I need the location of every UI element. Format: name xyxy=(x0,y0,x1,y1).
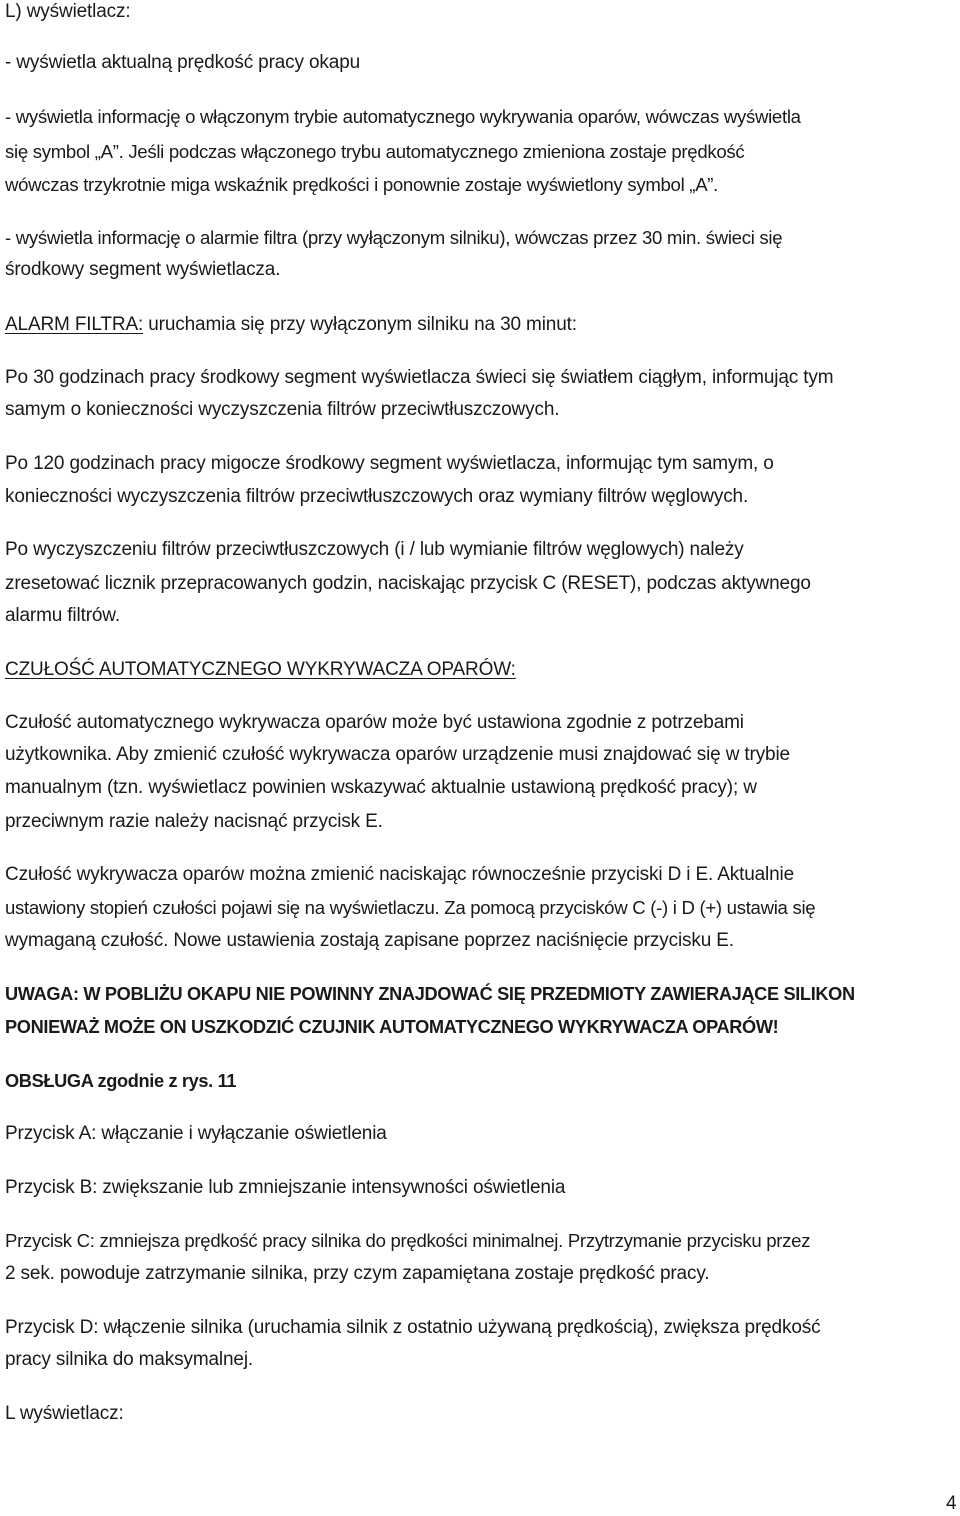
section-heading-display: L wyświetlacz: xyxy=(5,1403,124,1424)
text-line: wówczas trzykrotnie miga wskaźnik prędkości i ponownie zostaje wyświetlony symbol „A”. xyxy=(5,174,719,195)
button-d-description: Przycisk D: włączenie silnika (uruchamia silnik z ostatnio używaną prędkością), zwiększa prędkość xyxy=(5,1317,821,1338)
text-line: pracy silnika do maksymalnej. xyxy=(5,1349,254,1370)
text-line: Po wyczyszczeniu filtrów przeciwtłuszczowych (i / lub wymianie filtrów węglowych) należy xyxy=(5,539,744,560)
text-line: Po 120 godzinach pracy migocze środkowy segment wyświetlacza, informując tym samym, o xyxy=(5,453,774,474)
text-line: samym o konieczności wyczyszczenia filtrów przeciwtłuszczowych. xyxy=(5,399,560,420)
text-line: przeciwnym razie należy nacisnąć przycisk E. xyxy=(5,811,383,832)
operation-heading: OBSŁUGA zgodnie z rys. 11 xyxy=(5,1071,237,1091)
text-line: konieczności wyczyszczenia filtrów przeciwtłuszczowych oraz wymiany filtrów węglowych. xyxy=(5,486,749,507)
text-line: manualnym (tzn. wyświetlacz powinien wskazywać aktualnie ustawioną prędkość pracy); w xyxy=(5,777,757,798)
sensitivity-heading: CZUŁOŚĆ AUTOMATYCZNEGO WYKRYWACZA OPARÓW: xyxy=(5,659,516,680)
text-line: - wyświetla informację o alarmie filtra (przy wyłączonym silniku), wówczas przez 30 min. świeci się xyxy=(5,227,783,248)
section-heading-display: L) wyświetlacz: xyxy=(5,1,131,22)
warning-line: UWAGA: W POBLIŻU OKAPU NIE POWINNY ZNAJDOWAĆ SIĘ PRZEDMIOTY ZAWIERAJĄCE SILIKON xyxy=(5,984,855,1004)
button-b-description: Przycisk B: zwiększanie lub zmniejszanie intensywności oświetlenia xyxy=(5,1177,566,1198)
text-line: 2 sek. powoduje zatrzymanie silnika, przy czym zapamiętana zostaje prędkość pracy. xyxy=(5,1263,710,1284)
text-line: środkowy segment wyświetlacza. xyxy=(5,259,281,280)
filter-alarm-heading: ALARM FILTRA: xyxy=(5,314,144,335)
text-line: Po 30 godzinach pracy środkowy segment wyświetlacza świeci się światłem ciągłym, informując tym xyxy=(5,367,834,388)
text-line: - wyświetla informację o włączonym trybie automatycznego wykrywania oparów, wówczas wyświetla xyxy=(5,106,801,127)
text-line: użytkownika. Aby zmienić czułość wykrywacza oparów urządzenie musi znajdować się w trybie xyxy=(5,744,790,765)
text-line: zresetować licznik przepracowanych godzin, naciskając przycisk C (RESET), podczas aktywnego xyxy=(5,573,811,594)
page-number: 4 xyxy=(946,1493,957,1514)
button-a-description: Przycisk A: włączanie i wyłączanie oświetlenia xyxy=(5,1123,387,1144)
text-line: Czułość wykrywacza oparów można zmienić naciskając równocześnie przyciski D i E. Aktualnie xyxy=(5,864,795,885)
text-line: się symbol „A”. Jeśli podczas włączonego trybu automatycznego zmieniona zostaje prędkość xyxy=(5,141,745,162)
button-c-description: Przycisk C: zmniejsza prędkość pracy silnika do prędkości minimalnej. Przytrzymanie przycisku przez xyxy=(5,1230,811,1251)
text-line: Czułość automatycznego wykrywacza oparów może być ustawiona zgodnie z potrzebami xyxy=(5,712,744,733)
text-line: - wyświetla aktualną prędkość pracy okapu xyxy=(5,52,361,73)
text-span: uruchamia się przy wyłączonym silniku na 30 minut: xyxy=(143,314,577,335)
text-line xyxy=(5,313,577,337)
text-line: wymaganą czułość. Nowe ustawienia zostają zapisane poprzez naciśnięcie przycisku E. xyxy=(5,930,734,951)
text-line: alarmu filtrów. xyxy=(5,605,120,626)
text-line: ustawiony stopień czułości pojawi się na wyświetlaczu. Za pomocą przycisków C (-) i D (+) ustawia się xyxy=(5,897,816,918)
warning-line: PONIEWAŻ MOŻE ON USZKODZIĆ CZUJNIK AUTOMATYCZNEGO WYKRYWACZA OPARÓW! xyxy=(5,1017,779,1037)
